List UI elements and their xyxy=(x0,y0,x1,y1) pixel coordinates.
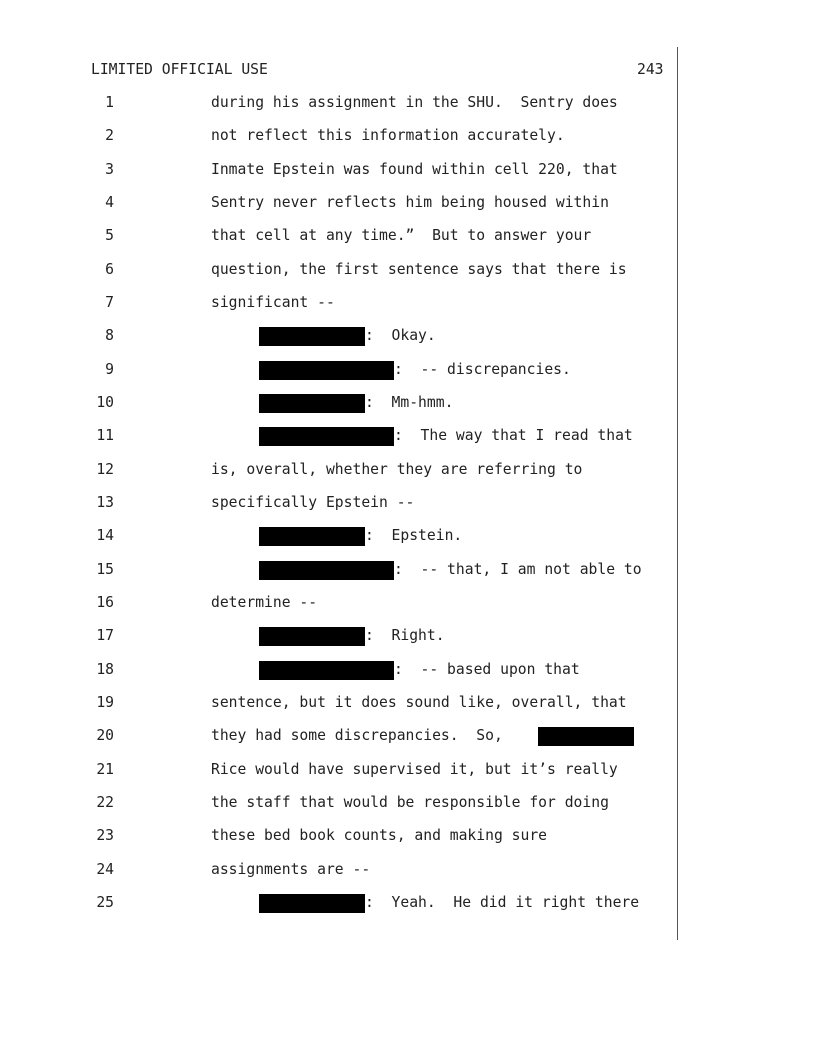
line-number: 1 xyxy=(105,94,114,111)
transcript-line: : -- discrepancies. xyxy=(394,361,571,378)
transcript-line: : Okay. xyxy=(365,327,436,344)
line-number: 3 xyxy=(105,161,114,178)
right-margin-rule xyxy=(677,47,678,940)
speaker-redaction xyxy=(259,361,394,380)
speaker-redaction xyxy=(259,427,394,446)
transcript-line: : The way that I read that xyxy=(394,427,633,444)
line-number: 21 xyxy=(96,761,114,778)
transcript-line: sentence, but it does sound like, overall, that xyxy=(211,694,627,711)
transcript-line: during his assignment in the SHU. Sentry does xyxy=(211,94,618,111)
transcript-line: Rice would have supervised it, but it’s really xyxy=(211,761,618,778)
line-number: 15 xyxy=(96,561,114,578)
line-number: 5 xyxy=(105,227,114,244)
transcript-line: that cell at any time.” But to answer your xyxy=(211,227,592,244)
line-number: 19 xyxy=(96,694,114,711)
speaker-redaction xyxy=(259,394,365,413)
transcript-line: Inmate Epstein was found within cell 220, that xyxy=(211,161,618,178)
page-number: 243 xyxy=(637,61,664,78)
speaker-redaction xyxy=(259,527,365,546)
transcript-line: specifically Epstein -- xyxy=(211,494,415,511)
line-number: 4 xyxy=(105,194,114,211)
line-number: 17 xyxy=(96,627,114,644)
speaker-redaction xyxy=(259,327,365,346)
line-number: 12 xyxy=(96,461,114,478)
line-number: 8 xyxy=(105,327,114,344)
transcript-line: : -- that, I am not able to xyxy=(394,561,642,578)
transcript-line: significant -- xyxy=(211,294,335,311)
line-number: 11 xyxy=(96,427,114,444)
line-number: 7 xyxy=(105,294,114,311)
line-number: 14 xyxy=(96,527,114,544)
transcript-line: they had some discrepancies. So, xyxy=(211,727,503,744)
transcript-line: : Epstein. xyxy=(365,527,463,544)
transcript-line: : Yeah. He did it right there xyxy=(365,894,640,911)
transcript-line: not reflect this information accurately. xyxy=(211,127,565,144)
line-number: 24 xyxy=(96,861,114,878)
speaker-redaction xyxy=(259,661,394,680)
transcript-line: assignments are -- xyxy=(211,861,371,878)
speaker-redaction xyxy=(259,561,394,580)
line-number: 23 xyxy=(96,827,114,844)
transcript-line: is, overall, whether they are referring to xyxy=(211,461,583,478)
line-number: 9 xyxy=(105,361,114,378)
line-number: 10 xyxy=(96,394,114,411)
transcript-line: the staff that would be responsible for doing xyxy=(211,794,609,811)
header-classification: LIMITED OFFICIAL USE xyxy=(91,61,268,78)
line-number: 22 xyxy=(96,794,114,811)
transcript-line: these bed book counts, and making sure xyxy=(211,827,548,844)
line-number: 6 xyxy=(105,261,114,278)
transcript-line: : Mm-hmm. xyxy=(365,394,454,411)
line-number: 16 xyxy=(96,594,114,611)
line-number: 18 xyxy=(96,661,114,678)
transcript-line: question, the first sentence says that there is xyxy=(211,261,627,278)
transcript-line: determine -- xyxy=(211,594,318,611)
line-number: 25 xyxy=(96,894,114,911)
speaker-redaction xyxy=(259,894,365,913)
line-number: 2 xyxy=(105,127,114,144)
name-redaction xyxy=(538,727,634,746)
line-number: 13 xyxy=(96,494,114,511)
transcript-line: : Right. xyxy=(365,627,445,644)
transcript-line: : -- based upon that xyxy=(394,661,580,678)
line-number: 20 xyxy=(96,727,114,744)
transcript-line: Sentry never reflects him being housed within xyxy=(211,194,609,211)
speaker-redaction xyxy=(259,627,365,646)
